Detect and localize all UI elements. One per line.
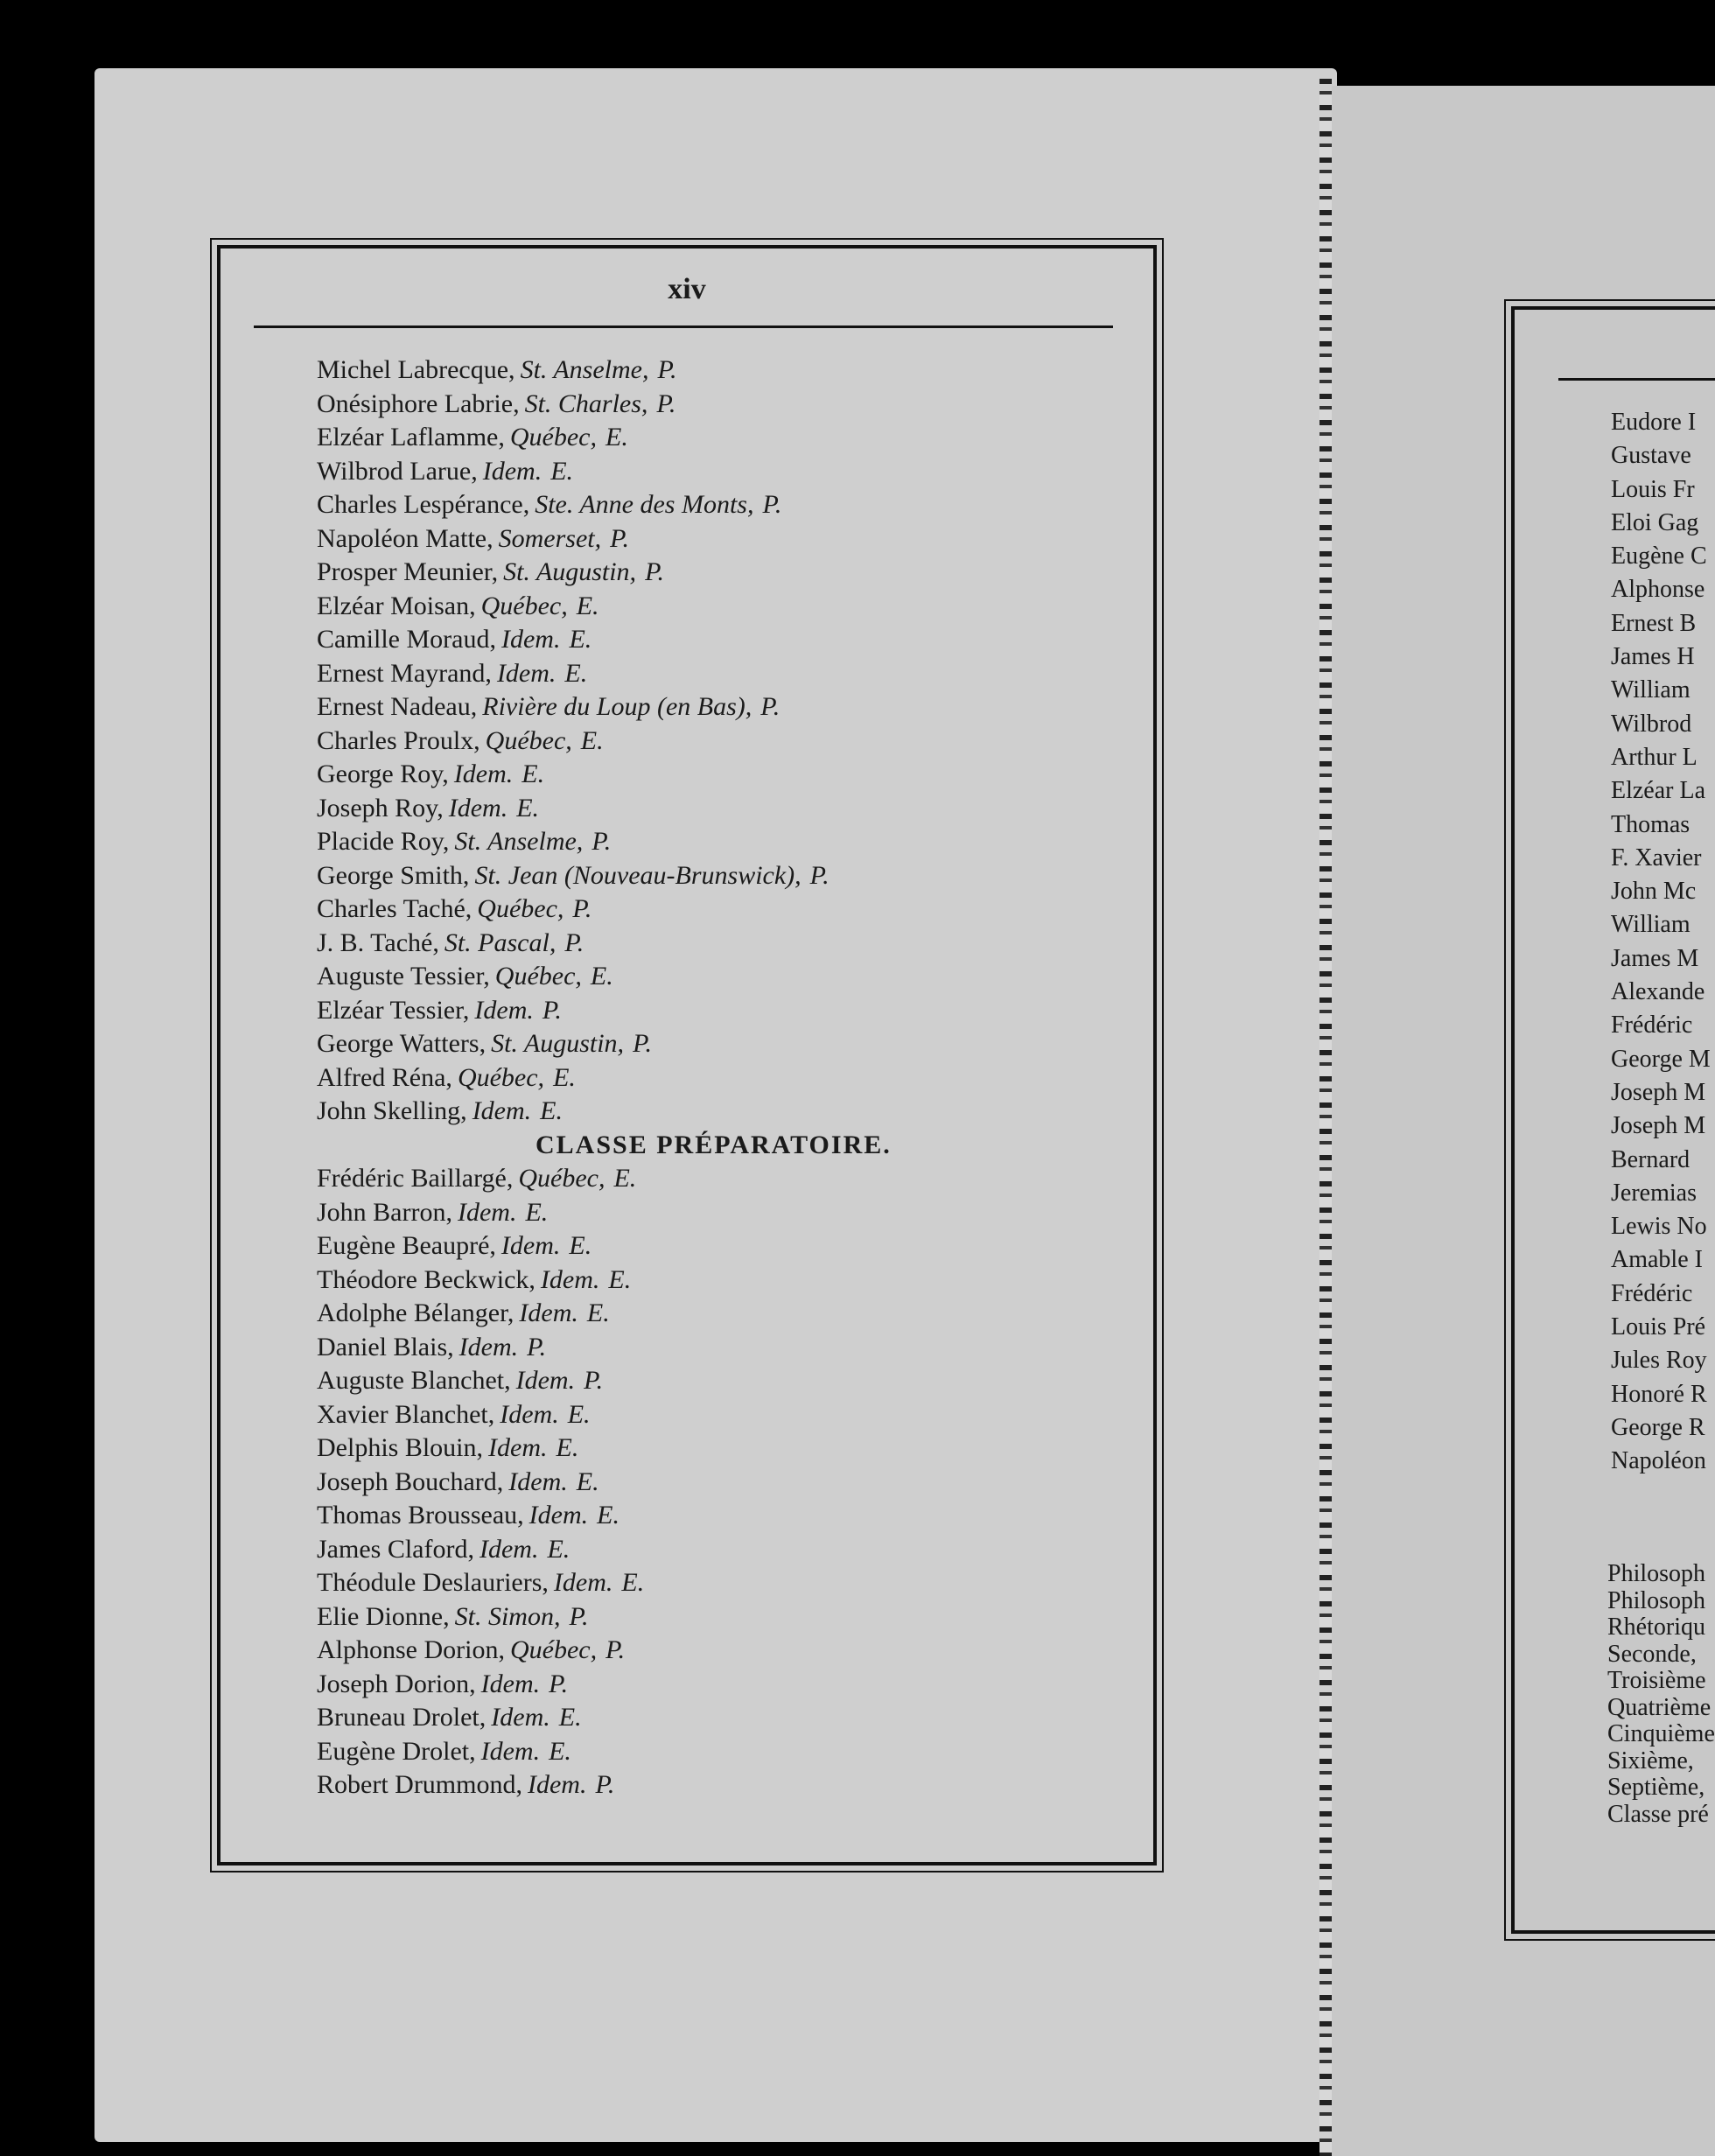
student-name: Théodule Deslauriers, [317, 1568, 549, 1597]
student-class: E. [621, 1568, 645, 1597]
right-list-item: Joseph M [1611, 1078, 1706, 1106]
list-item [317, 455, 1104, 489]
student-place: Québec, [457, 1062, 545, 1092]
list-item [317, 1364, 1104, 1398]
student-place: Idem. [508, 1466, 568, 1496]
right-class-list [1607, 1561, 1715, 1828]
right-list-item: George R [1611, 1413, 1705, 1441]
student-name: Michel Labrecque, [317, 355, 515, 384]
student-class: P. [760, 692, 780, 721]
student-name: Frédéric Baillargé, [317, 1164, 514, 1193]
student-place: Idem. [491, 1703, 550, 1732]
right-list-item: Ernest B [1611, 609, 1697, 637]
student-class: P. [610, 523, 630, 553]
student-place: Idem. [457, 1197, 517, 1227]
student-place: Somerset, [498, 523, 602, 553]
student-place: Québec, [494, 962, 582, 990]
student-class: E. [569, 1231, 592, 1260]
student-name: Napoléon Matte, [317, 523, 494, 553]
right-list-item: Joseph M [1611, 1112, 1706, 1140]
list-item [317, 1297, 1104, 1331]
student-place: Idem. [479, 1534, 539, 1564]
student-name: Placide Roy, [317, 827, 450, 856]
list-item [317, 1701, 1104, 1735]
student-name: Elzéar Tessier, [317, 995, 470, 1025]
right-list-item: Arthur L [1611, 743, 1698, 771]
student-place: St. Augustin, [491, 1029, 625, 1058]
list-item [317, 388, 1104, 422]
right-list-item: James H [1611, 643, 1695, 671]
student-name: Bruneau Drolet, [317, 1703, 486, 1732]
list-item [317, 792, 1104, 826]
right-list-item: Louis Pré [1611, 1313, 1706, 1341]
page-gutter [1320, 79, 1332, 2156]
student-name: Xavier Blanchet, [317, 1399, 495, 1429]
right-student-list [1611, 406, 1715, 1479]
student-name: Thomas Brousseau, [317, 1501, 524, 1530]
right-list-item: Amable I [1611, 1246, 1703, 1274]
student-class: E. [613, 1164, 637, 1193]
student-place: Idem. [474, 995, 534, 1025]
student-place: Québec, [480, 591, 568, 620]
student-class: P. [592, 827, 612, 856]
list-item [317, 1162, 1104, 1196]
student-class: E. [550, 456, 574, 486]
student-class: E. [608, 1264, 632, 1294]
list-item [317, 1095, 1104, 1129]
student-name: Adolphe Bélanger, [317, 1298, 514, 1327]
list-item [317, 994, 1104, 1028]
student-name: Wilbrod Larue, [317, 456, 478, 486]
student-place: Idem. [480, 1736, 541, 1766]
list-item [317, 1735, 1104, 1769]
student-class: P. [549, 1669, 569, 1698]
list-item [317, 1196, 1104, 1230]
student-place: Idem. [515, 1366, 576, 1395]
student-class: E. [567, 1399, 591, 1429]
student-name: Alphonse Dorion, [317, 1635, 505, 1664]
student-name: J. B. Taché, [317, 928, 439, 957]
student-place: Québec, [518, 1164, 606, 1193]
student-class: E. [556, 1433, 579, 1462]
student-place: Idem. [480, 1669, 541, 1698]
student-name: Ernest Mayrand, [317, 658, 492, 688]
student-place: Idem. [488, 1433, 548, 1462]
student-class: E. [590, 962, 613, 990]
student-name: John Skelling, [317, 1096, 467, 1125]
right-list-item: William [1611, 911, 1690, 939]
list-item [317, 724, 1104, 759]
student-place: Idem. [448, 793, 508, 822]
student-name: George Watters, [317, 1029, 486, 1058]
student-place: Québec, [485, 725, 572, 755]
student-class: E. [525, 1197, 549, 1227]
right-list-item: Louis Fr [1611, 475, 1695, 503]
list-item [317, 1466, 1104, 1500]
student-name: Auguste Tessier, [317, 962, 490, 990]
student-place: St. Jean (Nouveau-Brunswick), [474, 860, 802, 890]
left-page-frame [217, 245, 1157, 1866]
right-class-item: Cinquième [1607, 1721, 1715, 1747]
right-class-item: Philosoph [1607, 1587, 1706, 1614]
student-class: P. [606, 1635, 626, 1664]
page-number: xiv [668, 273, 706, 305]
student-class: E. [540, 1096, 563, 1125]
list-item [317, 1668, 1104, 1702]
student-place: Idem. [500, 1231, 561, 1260]
student-name: Théodore Beckwick, [317, 1264, 536, 1294]
right-list-item: Eugène C [1611, 542, 1707, 570]
list-item [317, 1634, 1104, 1668]
list-item [317, 1331, 1104, 1365]
list-item [317, 1533, 1104, 1567]
list-item [317, 1566, 1104, 1600]
list-item [317, 1229, 1104, 1264]
student-class: E. [564, 658, 588, 688]
student-place: St. Augustin, [503, 557, 637, 586]
student-place: Idem. [500, 1399, 559, 1429]
list-item [317, 892, 1104, 927]
student-class: E. [516, 793, 540, 822]
right-list-item: Bernard [1611, 1145, 1690, 1173]
student-name: Charles Lespérance, [317, 490, 530, 519]
list-item [317, 590, 1104, 624]
student-class: E. [580, 725, 604, 755]
list-item [317, 758, 1104, 792]
student-class: E. [576, 591, 599, 620]
student-name: Alfred Réna, [317, 1062, 452, 1092]
right-list-item: Alexande [1611, 978, 1705, 1006]
list-item [317, 927, 1104, 961]
list-item [317, 825, 1104, 859]
student-name: Prosper Meunier, [317, 557, 499, 586]
student-place: Idem. [453, 760, 514, 788]
right-list-item: John Mc [1611, 878, 1697, 906]
student-class: E. [553, 1062, 576, 1092]
student-name: Ernest Nadeau, [317, 692, 478, 721]
student-place: Idem. [472, 1096, 532, 1125]
student-place: Idem. [540, 1264, 600, 1294]
right-class-item: Quatrième [1607, 1694, 1712, 1721]
student-place: Ste. Anne des Monts, [535, 490, 754, 519]
student-name: Daniel Blais, [317, 1332, 454, 1362]
student-class: E. [549, 1736, 571, 1766]
list-item [317, 1499, 1104, 1533]
right-list-item: Wilbrod [1611, 710, 1692, 738]
list-item [317, 556, 1104, 590]
right-class-item: Philosoph [1607, 1561, 1706, 1587]
right-class-item: Septième, [1607, 1774, 1705, 1801]
student-class: P. [633, 1029, 653, 1058]
right-list-item: Frédéric [1611, 1012, 1693, 1040]
student-class: E. [586, 1298, 610, 1327]
list-item [317, 1398, 1104, 1432]
right-list-item: Frédéric [1611, 1279, 1693, 1307]
right-list-item: Jules Roy [1611, 1347, 1707, 1375]
list-item [317, 657, 1104, 691]
list-item [317, 1768, 1104, 1802]
student-name: Elzéar Laflamme, [317, 423, 505, 452]
right-list-item: George M [1611, 1045, 1711, 1073]
list-item [317, 960, 1104, 994]
right-list-item: Thomas [1611, 810, 1690, 838]
list-item [317, 623, 1104, 657]
student-name: Charles Taché, [317, 894, 472, 923]
student-name: Elie Dionne, [317, 1601, 450, 1631]
student-name: Auguste Blanchet, [317, 1366, 511, 1395]
student-class: E. [558, 1703, 582, 1732]
student-class: P. [645, 557, 665, 586]
student-class: P. [657, 355, 677, 384]
student-name: George Roy, [317, 760, 449, 788]
list-item [317, 1600, 1104, 1634]
student-place: Idem. [519, 1298, 578, 1327]
student-name: Robert Drummond, [317, 1770, 522, 1799]
student-class: P. [584, 1366, 604, 1395]
student-place: Idem. [527, 1770, 587, 1799]
student-place: St. Anselme, [454, 827, 584, 856]
student-class: P. [527, 1332, 547, 1362]
student-name: Delphis Blouin, [317, 1433, 484, 1462]
right-list-item: Alphonse [1611, 576, 1705, 604]
right-list-item: Eudore I [1611, 409, 1697, 436]
student-class: P. [572, 894, 592, 923]
student-class: P. [762, 490, 782, 519]
student-place: Québec, [509, 1635, 598, 1664]
student-name: Elzéar Moisan, [317, 591, 476, 620]
right-class-item: Rhétoriqu [1607, 1614, 1705, 1641]
list-item [317, 1027, 1104, 1061]
section-heading: CLASSE PRÉPARATOIRE. [536, 1130, 892, 1159]
student-class: P. [595, 1770, 615, 1799]
list-item [317, 690, 1104, 724]
list-item [317, 354, 1104, 388]
student-class: P. [542, 995, 562, 1025]
student-place: Idem. [500, 625, 561, 654]
student-place: St. Pascal, [444, 928, 556, 957]
student-place: Idem. [553, 1568, 613, 1597]
student-place: St. Charles, [524, 388, 648, 418]
student-class: P. [809, 860, 830, 890]
list-item [317, 522, 1104, 556]
student-place: Québec, [477, 894, 564, 923]
right-class-item: Classe pré [1607, 1801, 1709, 1828]
right-header-rule [1558, 378, 1715, 381]
student-class: E. [576, 1466, 599, 1496]
student-place: St. Simon, [454, 1601, 561, 1631]
list-item [317, 1264, 1104, 1298]
student-name: James Claford, [317, 1534, 474, 1564]
right-list-item: F. Xavier [1611, 844, 1702, 872]
right-list-item: Eloi Gag [1611, 508, 1699, 536]
right-list-item: Jeremias [1611, 1179, 1697, 1207]
student-name: George Smith, [317, 860, 470, 890]
student-place: Québec, [509, 423, 597, 452]
student-class: E. [597, 1501, 620, 1530]
right-list-item: Napoléon [1611, 1447, 1706, 1475]
list-item [317, 1061, 1104, 1096]
student-name: John Barron, [317, 1197, 452, 1227]
right-list-item: William [1611, 676, 1690, 704]
student-class: P. [656, 388, 676, 418]
student-name: Eugène Drolet, [317, 1736, 476, 1766]
right-page-frame [1511, 306, 1715, 1934]
student-name: Eugène Beaupré, [317, 1231, 496, 1260]
right-list-item: James M [1611, 944, 1699, 972]
right-list-item: Honoré R [1611, 1380, 1707, 1408]
student-class: E. [606, 423, 628, 452]
list-item [317, 1432, 1104, 1466]
student-name: Charles Proulx, [317, 725, 480, 755]
student-place: Idem. [458, 1332, 519, 1362]
student-place: Idem. [482, 456, 542, 486]
student-place: St. Anselme, [520, 355, 649, 384]
student-class: E. [522, 760, 545, 788]
student-class: E. [547, 1534, 570, 1564]
student-name: Onésiphore Labrie, [317, 388, 520, 418]
student-place: Idem. [496, 658, 556, 688]
header-rule [254, 326, 1113, 328]
student-class: P. [564, 928, 584, 957]
student-name: Joseph Roy, [317, 793, 444, 822]
student-name: Joseph Bouchard, [317, 1466, 504, 1496]
student-name: Camille Moraud, [317, 625, 496, 654]
student-place: Idem. [528, 1501, 589, 1530]
student-place: Rivière du Loup (en Bas), [482, 692, 752, 721]
student-class: E. [569, 625, 592, 654]
student-class: P. [569, 1601, 589, 1631]
right-class-item: Seconde, [1607, 1641, 1697, 1668]
right-class-item: Troisième [1607, 1668, 1706, 1694]
student-name: Joseph Dorion, [317, 1669, 476, 1698]
right-list-item: Lewis No [1611, 1213, 1707, 1241]
list-item [317, 859, 1104, 893]
student-list [317, 354, 1104, 1802]
right-list-item: Elzéar La [1611, 777, 1706, 805]
right-list-item: Gustave [1611, 442, 1691, 470]
right-class-item: Sixième, [1607, 1747, 1694, 1774]
list-item [317, 488, 1104, 522]
list-item [317, 421, 1104, 455]
